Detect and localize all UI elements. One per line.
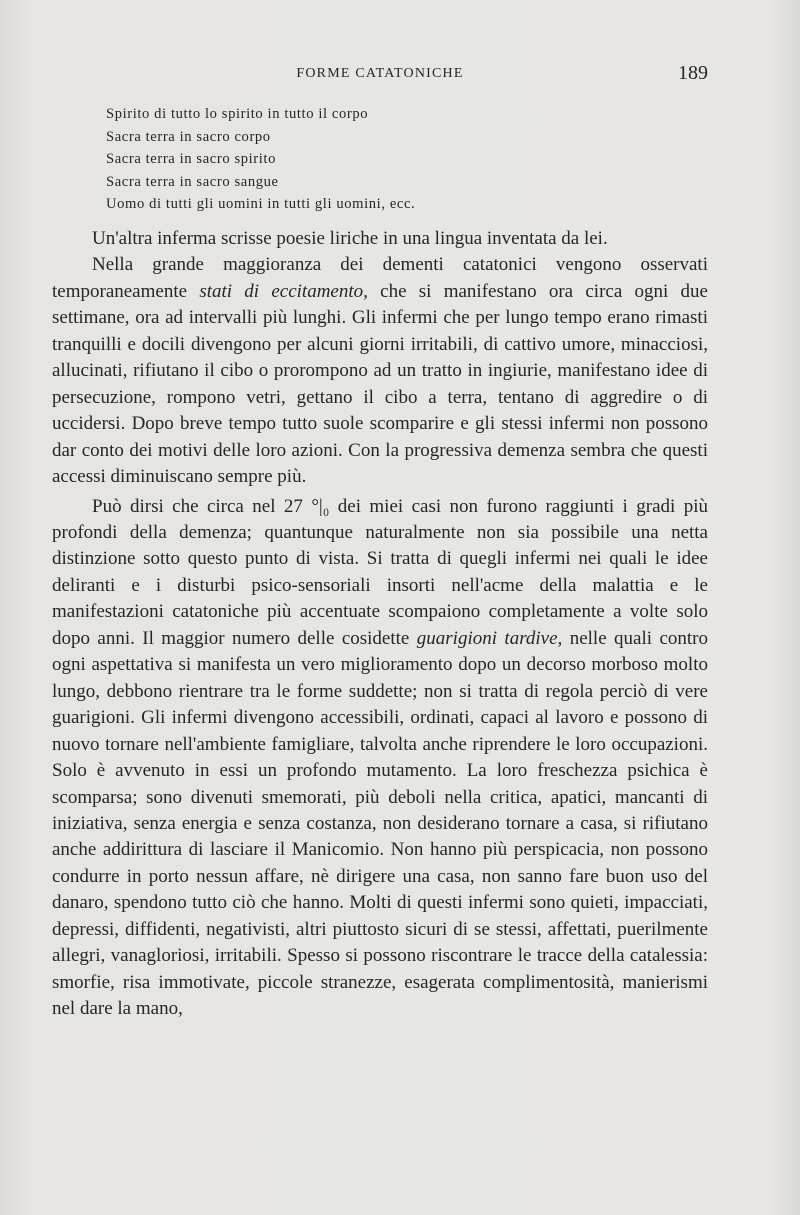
running-title: FORME CATATONICHE bbox=[296, 66, 464, 81]
poem-line: Uomo di tutti gli uomini in tutti gli uomini, ecc. bbox=[106, 196, 416, 213]
body-text bbox=[52, 226, 708, 1023]
paragraph-3-text-b: nelle quali contro ogni aspettativa si manifesta un vero miglioramento dopo un decorso morboso molto lungo, debbono rientrare tra le forme suddette; non si tratta di regola perciò di vere guarigioni. Gli infermi divengono accessibili, ordinati, capaci al lavoro e possono di nuovo tornare nell'ambiente famigliare, talvolta anche riprendere le loro occupazioni. Solo è avvenuto in essi un profondo mutamento. La loro freschezza psichica è scomparsa; sono divenuti smemorati, più deboli nella critica, apatici, mancanti di iniziativa, senza energia e senza costanza, non desiderano tornare a casa, si rifiutano anche addirittura di lasciare il Manicomio. Non hanno più perspicacia, non possono condurre in porto nessun affare, nè dirigere una casa, non sanno fare buon uso del danaro, spendono tutto ciò che hanno. Molti di questi infermi sono quieti, impacciati, depressi, diffidenti, negativisti, altri piuttosto sicuri di se stessi, affettati, puerilmente allegri, vanagloriosi, irritabili. Spesso si possono riscontrare le tracce della catalessia: smorfie, risa immotivate, piccole stranezze, esagerata complimentosità, manierismi nel dare la mano, bbox=[52, 627, 708, 1020]
page-header bbox=[52, 60, 708, 90]
paragraph-2-text-a: Nella grande maggioranza dei dementi catatonici vengono osservati temporaneamente bbox=[52, 254, 708, 302]
paragraph-3 bbox=[52, 494, 708, 1023]
poem-line: Sacra terra in sacro sangue bbox=[106, 173, 279, 190]
poem-line: Sacra terra in sacro corpo bbox=[106, 128, 271, 145]
poem-line: Sacra terra in sacro spirito bbox=[106, 151, 276, 168]
paragraph-1: Un'altra inferma scrisse poesie liriche in una lingua inventata da lei. bbox=[92, 228, 608, 249]
emphasis-guarigioni-tardive: guarigioni tardive, bbox=[416, 627, 563, 649]
poem-quote bbox=[106, 103, 415, 216]
paragraph-2-text-b: che si manifestano ora circa ogni due settimane, ora ad intervalli più lunghi. Gli infermi che per lungo tempo erano rimasti tranquilli e docili divengono per alcuni giorni irritabili, di cattivo umore, minacciosi, allucinati, rifiutano il cibo o prorompono ad un tratto in ingiurie, manifestano idee di persecuzione, rompono vetri, gettano il cibo a terra, tentano di aggredire o di uccidersi. Dopo breve tempo tutto suole scomparire e gli stessi infermi non possono dar conto dei motivi delle loro azioni. Con la progressiva demenza sembra che questi accessi diminuiscano sempre più. bbox=[52, 280, 708, 488]
emphasis-stati-di-eccitamento: stati di eccitamento, bbox=[199, 280, 368, 302]
poem-line: Spirito di tutto lo spirito in tutto il corpo bbox=[106, 106, 369, 122]
page-number: 189 bbox=[678, 62, 708, 84]
paragraph-2 bbox=[52, 252, 708, 490]
paragraph-3-text-a: Può dirsi che circa nel 27 °|₀ dei miei casi non furono raggiunti i gradi più profondi della demenza; quantunque naturalmente non sia possibile una netta distinzione sotto questo punto di vista. Si tratta di quegli infermi nei quali le idee deliranti e i disturbi psico-sensoriali insorti nell'acme della malattia e le manifestazioni catatoniche più accentuate scompaiono completamente a volte solo dopo anni. Il maggior numero delle cosidette bbox=[52, 495, 708, 649]
